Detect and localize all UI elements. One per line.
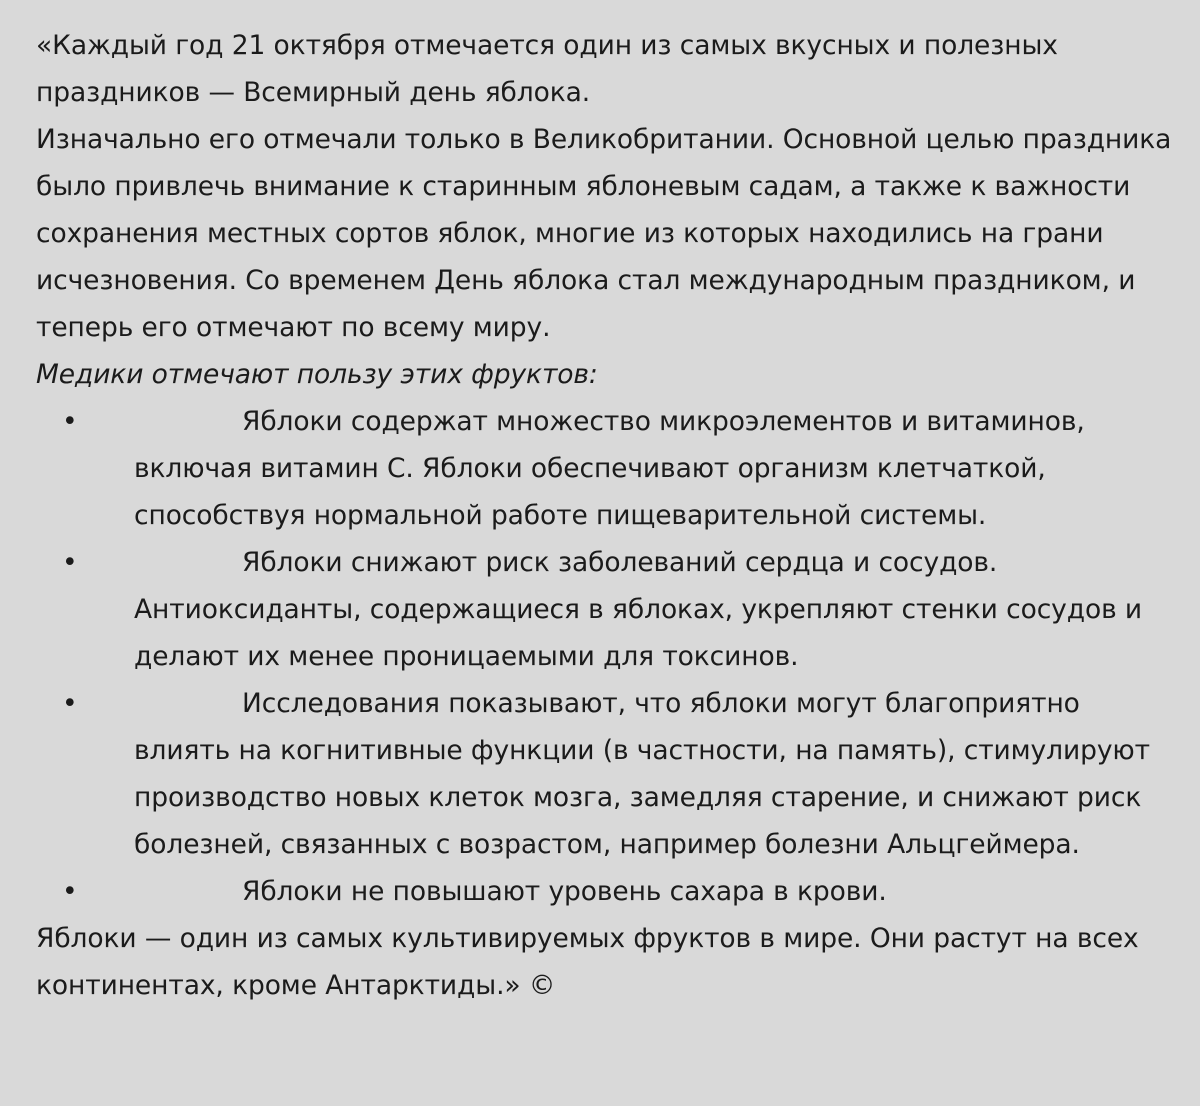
copyright-icon: © bbox=[528, 970, 556, 1001]
list-item-text: Исследования показывают, что яблоки могут благоприятно влиять на когнитивные функции (в частности, на память), стимулируют производство новых клеток мозга, замедляя старение, и снижают риск болезней, связанных с возрастом, например болезни Альцгеймера. bbox=[134, 688, 1150, 860]
closing-text: Яблоки — один из самых культивируемых фруктов в мире. Они растут на всех континентах, кроме Антарктиды.» bbox=[36, 923, 1139, 1001]
bullet-icon: • bbox=[62, 547, 78, 578]
paragraph-history: Изначально его отмечали только в Великобритании. Основной целью праздника было привлечь внимание к старинным яблоневым садам, а также к важности сохранения местных сортов яблок, многие из которых находились на грани исчезновения. Со временем День яблока стал международным праздником, и теперь его отмечают по всему миру. bbox=[36, 124, 1172, 343]
paragraph-benefits-lead: Медики отмечают пользу этих фруктов: bbox=[36, 359, 598, 390]
list-item-text: Яблоки не повышают уровень сахара в крови. bbox=[242, 876, 887, 907]
benefits-list bbox=[36, 398, 1174, 915]
list-item bbox=[36, 398, 1174, 539]
list-item bbox=[36, 680, 1174, 868]
list-item-text: Яблоки снижают риск заболеваний сердца и сосудов. Антиоксиданты, содержащиеся в яблоках, укрепляют стенки сосудов и делают их менее проницаемыми для токсинов. bbox=[134, 547, 1143, 672]
paragraph-closing bbox=[36, 915, 1174, 1009]
list-item bbox=[36, 868, 1174, 915]
list-item bbox=[36, 539, 1174, 680]
paragraph-intro: «Каждый год 21 октября отмечается один из самых вкусных и полезных праздников — Всемирный день яблока. bbox=[36, 30, 1058, 108]
bullet-icon: • bbox=[62, 688, 78, 719]
bullet-icon: • bbox=[62, 406, 78, 437]
bullet-icon: • bbox=[62, 876, 78, 907]
list-item-text: Яблоки содержат множество микроэлементов и витаминов, включая витамин С. Яблоки обеспечивают организм клетчаткой, способствуя нормальной работе пищеварительной системы. bbox=[134, 406, 1085, 531]
